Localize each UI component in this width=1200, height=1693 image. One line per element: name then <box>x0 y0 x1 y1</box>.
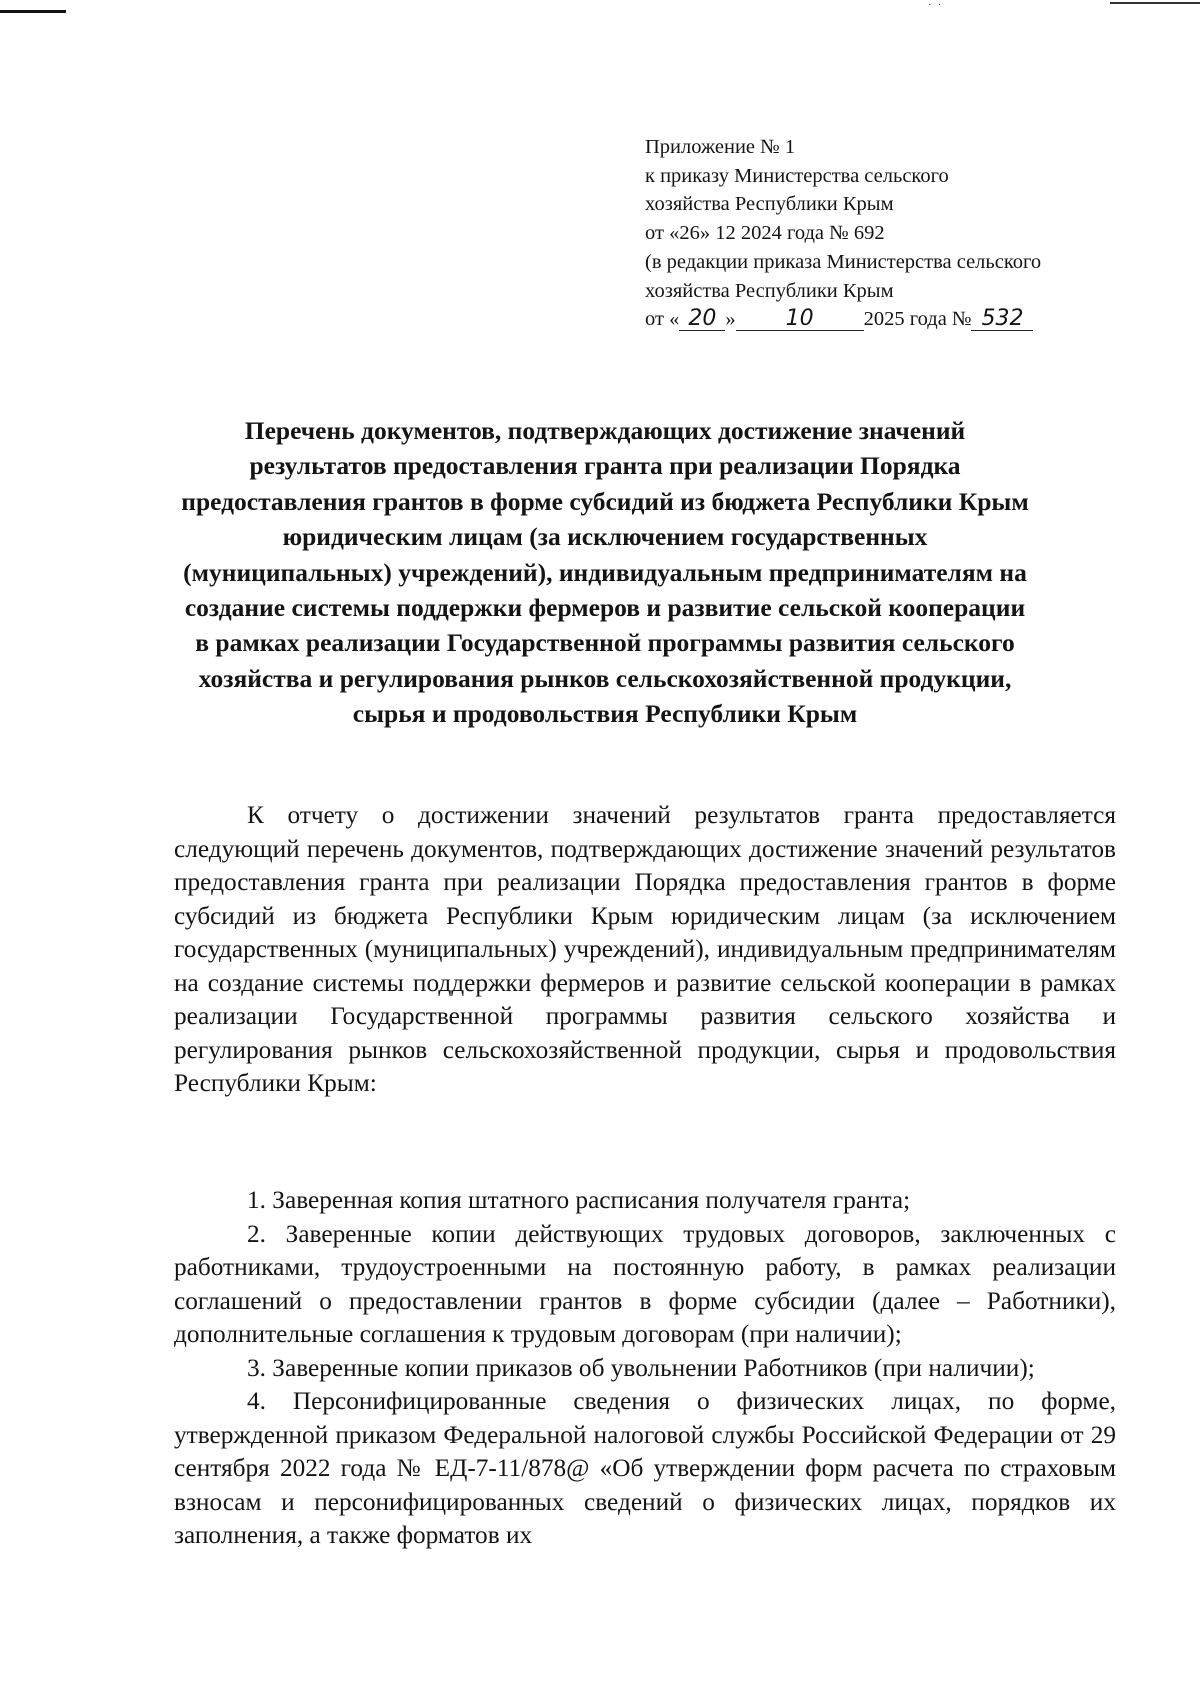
appendix-line-3: хозяйства Республики Крым <box>645 193 894 216</box>
list-item: 2. Заверенные копии действующих трудовых договоров, заключенных с работниками, трудоустроенными на постоянную работу, в рамках реализации соглашений о предоставлении грантов в форме субсидии (далее – Работники), дополнительные соглашения к трудовым договорам (при наличии); <box>174 1219 1116 1348</box>
appendix-line-6: хозяйства Республики Крым <box>645 279 894 302</box>
document-title: Перечень документов, подтверждающих достижение значений результатов предоставления гранта при реализации Порядка предоставления грантов в форме субсидий из бюджета Республики Крым юридическим лицам (за исключением государственных (муниципальных) учреждений), индивидуальным предпринимателям на создание системы поддержки фермеров и развитие сельской кооперации в рамках реализации Государственной программы развития сельского хозяйства и регулирования рынков сельскохозяйственной продукции, сырья и продовольствия Республики Крым <box>181 416 1029 729</box>
list-item: 4. Персонифицированные сведения о физических лицах, по форме, утвержденной приказом Федеральной налоговой службы Российской Федерации от 29 сентября 2022 года № ЕД-7-11/878@ «Об утверждении форм расчета по страховым взносам и персонифицированных сведений о физических лицах, порядков их заполнения, а также форматов их <box>174 1387 1116 1549</box>
appendix-date-year: 2025 года № <box>863 308 972 331</box>
intro-paragraph: К отчету о достижении значений результатов гранта предоставляется следующий перечень документов, подтверждающих достижение значений результатов предоставления гранта при реализации Порядка предоставления грантов в форме субсидий из бюджета Республики Крым юридическим лицам (за исключением государственных (муниципальных) учреждений), индивидуальным предпринимателям на создание системы поддержки фермеров и развитие сельской кооперации в рамках реализации Государственной программы развития сельского хозяйства и регулирования рынков сельскохозяйственной продукции, сырья и продовольствия Республики Крым: <box>174 801 1116 1097</box>
handwritten-month <box>736 308 864 331</box>
list-item: 1. Заверенная копия штатного расписания получателя гранта; <box>247 1186 911 1214</box>
handwritten-month-value: 10 <box>785 306 814 332</box>
handwritten-number <box>971 308 1033 331</box>
list-item: 3. Заверенные копии приказов об увольнении Работников (при наличии); <box>247 1353 1035 1382</box>
appendix-date-quote: » <box>725 308 736 331</box>
scan-artifact-line-left <box>0 10 66 13</box>
appendix-line-4: от «26» 12 2024 года № 692 <box>645 222 885 245</box>
handwritten-day <box>679 308 725 331</box>
appendix-line-1: Приложение № 1 <box>645 136 796 158</box>
appendix-line-2: к приказу Министерства сельского <box>645 164 949 187</box>
scan-artifact-line-right <box>1110 2 1200 4</box>
document-list <box>174 1184 1116 1553</box>
appendix-line-5: (в редакции приказа Министерства сельского <box>645 250 1042 273</box>
scan-artifact-dots: · · <box>928 0 944 11</box>
appendix-line-7 <box>645 305 1041 334</box>
handwritten-number-value: 532 <box>981 306 1024 332</box>
appendix-block <box>645 133 1041 334</box>
handwritten-day-value: 20 <box>688 306 717 332</box>
appendix-date-prefix: от « <box>645 308 680 331</box>
